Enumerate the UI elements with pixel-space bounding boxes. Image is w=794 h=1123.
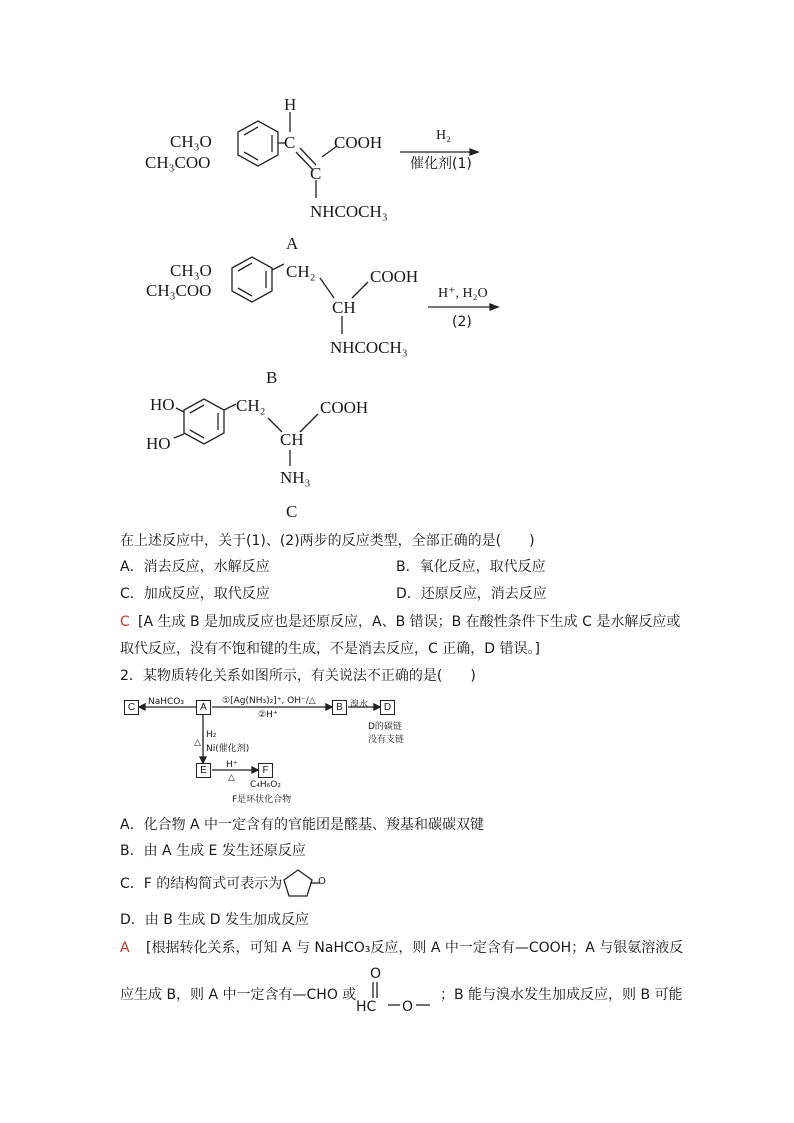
atom-c2: C — [310, 164, 322, 183]
atom-c: C — [284, 133, 296, 152]
option-a: A．消去反应，水解反应 — [120, 559, 270, 575]
note-d-no-branch: 没有支链 — [368, 735, 405, 745]
diagram-arrows — [0, 690, 794, 810]
node-c: C — [124, 700, 139, 715]
methoxy-group: CH₃O — [170, 261, 212, 280]
label-c: C — [286, 502, 298, 521]
answer-letter: A — [120, 940, 130, 956]
catalyst-ni: Ni(催化剂) — [206, 744, 250, 754]
explanation-line-2: 取代反应，没有不饱和键的生成，不是消去反应，C 正确，D 错误。] — [120, 641, 540, 657]
reagent-h2: H₂ — [436, 128, 451, 143]
reaction-condition-2: (2) — [452, 314, 472, 330]
explanation-line-2a: 应生成 B，则 A 中一定含有—CHO 或 — [120, 987, 357, 1003]
reagent-silver-ammonia: ①[Ag(NH₃)₂]⁺, OH⁻/△ — [222, 696, 316, 706]
ring-carbonyl-bond — [310, 880, 322, 886]
note-f-cyclic: F是环状化合物 — [232, 795, 292, 805]
node-e: E — [196, 763, 211, 778]
condition-heat: △ — [194, 738, 201, 748]
option-b: B．氧化反应，取代反应 — [396, 559, 546, 575]
option-b: B．由 A 生成 E 发生还原反应 — [120, 843, 306, 859]
question-stem: 2．某物质转化关系如图所示，有关说法不正确的是( ) — [120, 668, 476, 684]
ring-carbonyl-o: O — [318, 876, 326, 887]
option-d: D．还原反应，消去反应 — [396, 586, 547, 602]
atom-h: H — [284, 95, 297, 114]
reagent-nahco3: NaHCO₃ — [148, 697, 184, 707]
note-d-chain: D的碳链 — [368, 722, 402, 732]
reagent-acid: ②H⁺ — [258, 710, 278, 720]
explanation-line-2b: ；B 能与溴水发生加成反应，则 B 可能 — [440, 987, 683, 1003]
reagent-h2: H₂ — [206, 730, 217, 740]
option-d: D．由 B 生成 D 发生加成反应 — [120, 912, 309, 928]
reagent-hplus: H⁺ — [226, 760, 238, 770]
option-c: C．F 的结构简式可表示为 — [120, 876, 283, 892]
acetoxy-group: CH₃COO — [145, 153, 211, 172]
option-a: A．化合物 A 中一定含有的官能团是醛基、羧基和碳碳双键 — [120, 817, 485, 833]
carboxyl-group: COOH — [320, 398, 369, 417]
skeletal-bonds — [0, 0, 794, 520]
label-b: B — [266, 368, 278, 387]
methine-group: CH — [280, 430, 304, 449]
acetoxy-group: CH₃COO — [146, 281, 212, 300]
explanation-line-1: [A 生成 B 是加成反应也是还原反应，A、B 错误；B 在酸性条件下生成 C 是水解反应或 — [138, 614, 681, 630]
hydroxyl-group-1: HO — [150, 395, 175, 414]
node-b: B — [332, 700, 347, 715]
acetamido-group: NHCOCH₃ — [310, 202, 388, 221]
reaction-condition-1: 催化剂(1) — [410, 156, 472, 172]
hydroxyl-group-2: HO — [146, 434, 171, 453]
reagent-acid-water: H⁺, H₂O — [438, 286, 488, 301]
explanation-line-1: [根据转化关系，可知 A 与 NaHCO₃反应，则 A 中一定含有—COOH；A 与银氨溶液反 — [146, 940, 684, 956]
methylene-group: CH₂ — [286, 262, 316, 281]
carboxyl-group: COOH — [334, 133, 383, 152]
question-stem: 在上述反应中，关于(1)、(2)两步的反应类型，全部正确的是( ) — [120, 533, 535, 549]
methine-group: CH — [332, 298, 356, 317]
methylene-group: CH₂ — [236, 396, 266, 415]
formula-f: C₄H₆O₂ — [250, 780, 281, 790]
fragment-o: O — [402, 999, 414, 1015]
option-c: C．加成反应，取代反应 — [120, 586, 270, 602]
fragment-carbonyl-o: O — [370, 966, 382, 982]
fragment-hc: HC — [356, 999, 377, 1015]
node-f: F — [258, 763, 273, 778]
methoxy-group: CH₃O — [170, 132, 212, 151]
carboxyl-group: COOH — [370, 267, 419, 286]
acetamido-group: NHCOCH₃ — [330, 338, 408, 357]
node-a: A — [196, 700, 211, 715]
condition-heat-2: △ — [228, 773, 235, 783]
reagent-bromine-water: 溴水 — [350, 700, 369, 710]
ammonium-group: NH₃ — [280, 468, 311, 487]
answer-letter: C — [120, 614, 130, 630]
label-a: A — [286, 234, 299, 253]
node-d: D — [380, 700, 395, 715]
